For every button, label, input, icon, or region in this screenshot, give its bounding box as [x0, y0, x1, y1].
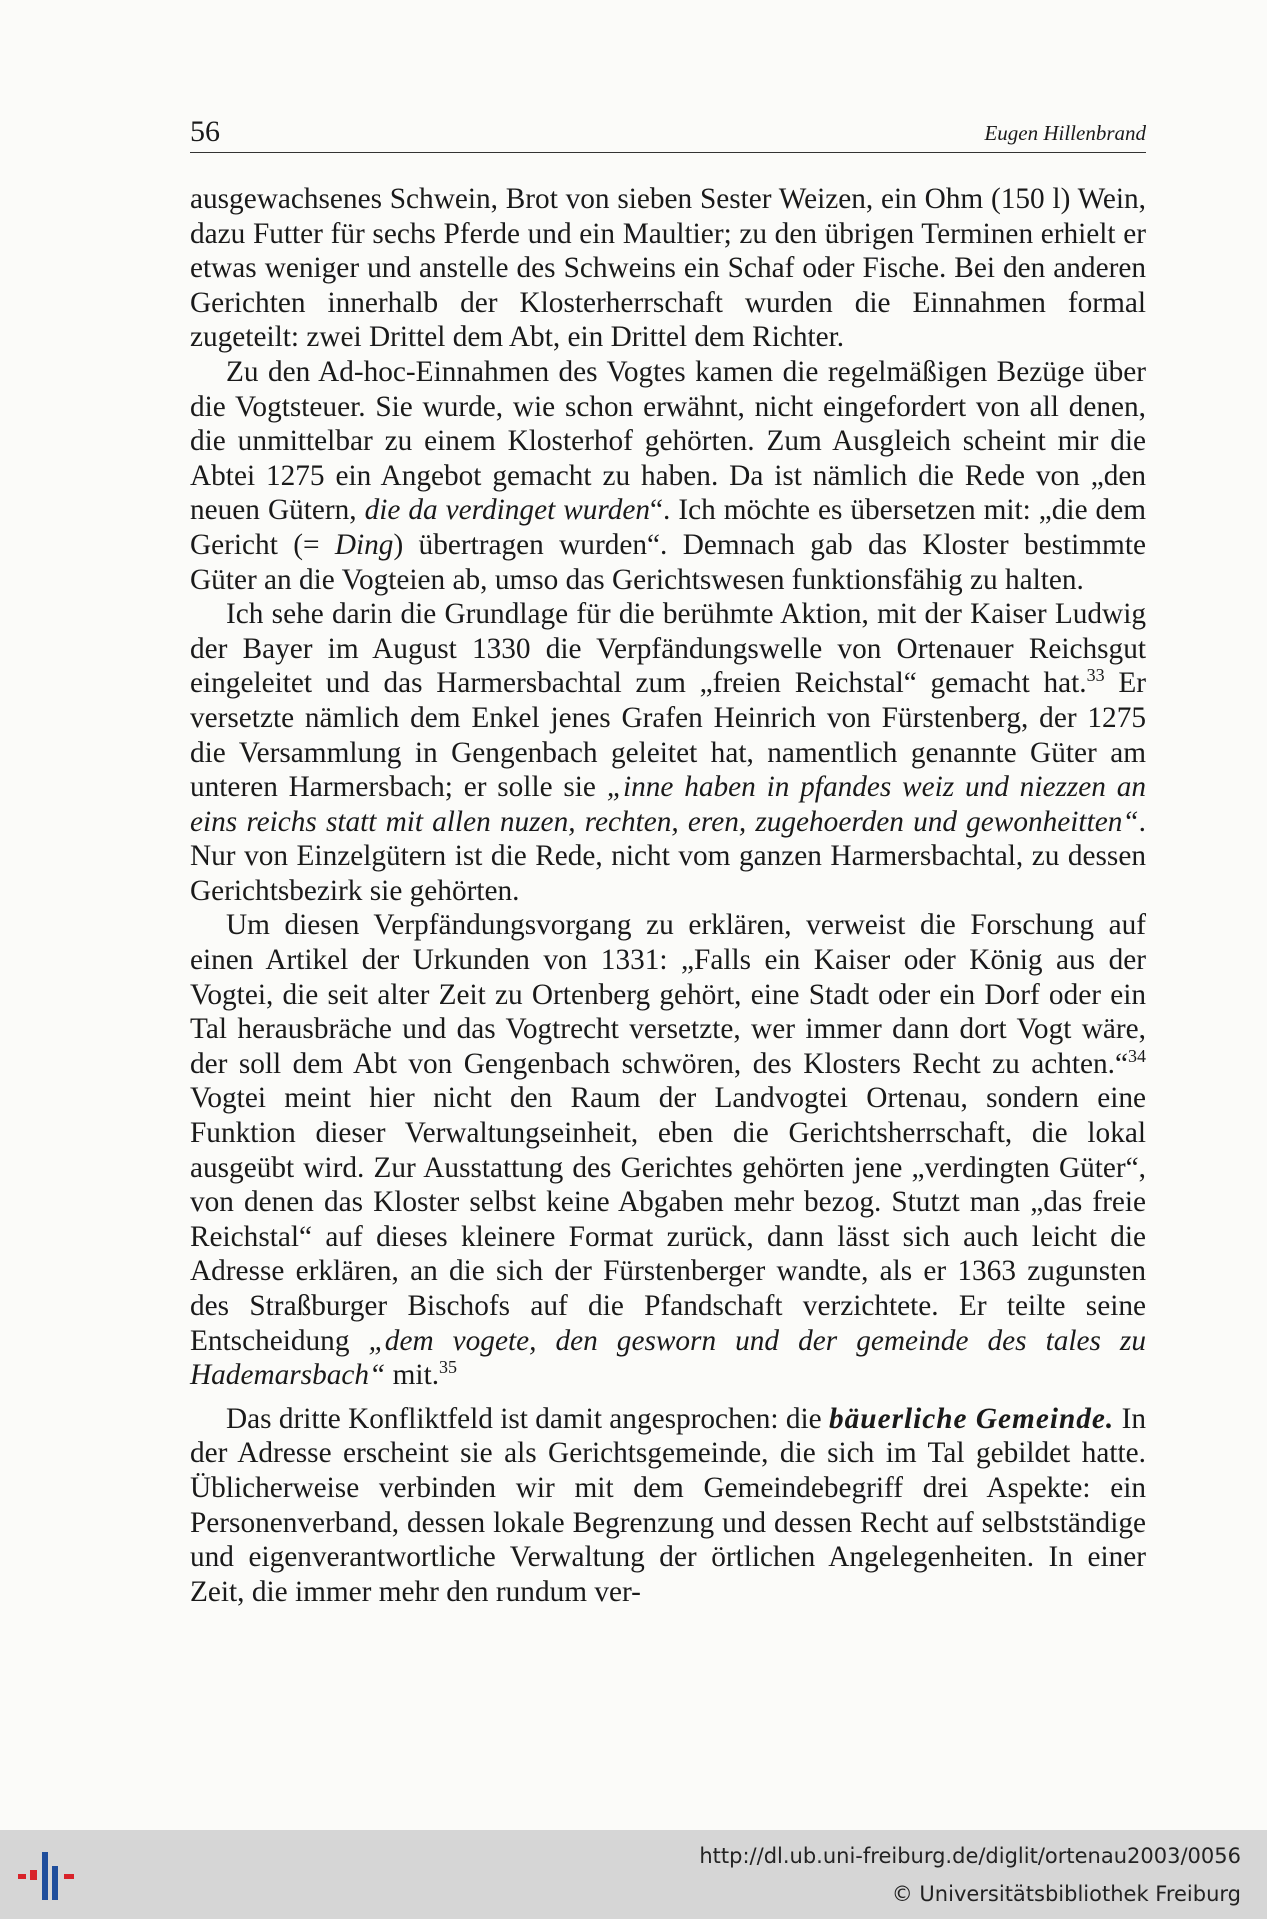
paragraph-text: mit. — [385, 1359, 440, 1392]
footnote-marker: 33 — [1086, 665, 1105, 686]
paragraph-text: Zu den Ad-hoc-Einnahmen des Vogtes kamen die regelmäßigen Bezüge über die Vogtsteuer. Sie wurde, wie schon erwähnt, nicht eingefordert von all denen, die unmittelbar zu einem Klosterhof gehörten. Zum Ausgleich scheint mir die Abtei 1275 ein Angebot gemacht zu haben. Da ist nämlich die Rede von „den neuen Gütern, — [190, 355, 1146, 527]
paragraph — [190, 1402, 1146, 1610]
paragraph-text: Er versetzte nämlich dem Enkel jenes Grafen Heinrich von Fürstenberg, der 1275 die Versammlung in Gengenbach geleitet hat, namentlich genannte Güter am unteren Harmersbach; er solle sie — [190, 667, 1146, 804]
running-head-author: Eugen Hillenbrand — [984, 121, 1146, 145]
viewer-footer — [0, 1830, 1267, 1919]
paragraph-text: ausgewachsenes Schwein, Brot von sieben Sester Weizen, ein Ohm (150 l) Wein, dazu Futter für sechs Pferde und ein Maultier; zu den übrigen Terminen erhielt er etwas weniger und anstelle des Schweins ein Schaf oder Fische. Bei den anderen Gerichten innerhalb der Klosterherrschaft wurden die Einnahmen formal zugeteilt: zwei Drittel dem Abt, ein Drittel dem Richter. — [190, 183, 1146, 354]
emphasis-term: bäuerliche Gemeinde. — [828, 1402, 1115, 1435]
paragraph — [190, 182, 1146, 355]
paragraph — [190, 597, 1146, 908]
paragraph-text: “. Ich möchte es übersetzen mit: „die dem Gericht (= — [190, 494, 1146, 561]
footnote-marker: 34 — [1128, 1046, 1146, 1067]
paragraph-text: . Nur von Einzelgütern ist die Rede, nicht vom ganzen Harmersbachtal, zu dessen Gerichtsbezirk sie gehörten. — [190, 805, 1146, 907]
paragraph-text: Ich sehe darin die Grundlage für die berühmte Aktion, mit der Kaiser Ludwig der Bayer im August 1330 die Verpfändungswelle von Ortenauer Reichsgut eingeleitet und das Harmersbachtal zum „freien Reichstal“ gemacht hat. — [190, 598, 1146, 700]
page-header — [190, 112, 1146, 153]
paragraph — [190, 908, 1146, 1392]
footnote-marker: 35 — [439, 1357, 458, 1378]
copyright-notice: © Universitätsbibliothek Freiburg — [891, 1882, 1241, 1906]
paragraph-text: Um diesen Verpfändungsvorgang zu erklären, verweist die Forschung auf einen Artikel der Urkunden von 1331: „Falls ein Kaiser oder König aus der Vogtei, die seit alter Zeit zu Ortenberg gehört, eine Stadt oder ein Dorf oder ein Tal herausbräche und das Vogtrecht versetzte, wer immer dann dort Vogt wäre, der soll dem Abt von Gengenbach schwören, des Klosters Recht zu achten.“ — [190, 909, 1146, 1080]
ub-freiburg-logo-icon — [18, 1852, 80, 1902]
quote-italic: die da verdinget wurden — [364, 494, 651, 527]
quote-italic: „dem vogete, den gesworn und der gemeinde des tales zu Hademarsbach“ — [190, 1324, 1146, 1392]
permalink-url[interactable]: http://dl.ub.uni-freiburg.de/diglit/ortenau2003/0056 — [699, 1844, 1241, 1868]
page-number: 56 — [190, 115, 220, 148]
paragraph-text: Das dritte Konfliktfeld ist damit angesprochen: die — [226, 1402, 829, 1435]
paragraph-text: Vogtei meint hier nicht den Raum der Landvogtei Ortenau, sondern eine Funktion dieser Verwaltungseinheit, eben die Gerichtsherrschaft, die lokal ausgeübt wird. Zur Ausstattung des Gerichtes gehörten jene „verdingten Güter“, von denen das Kloster selbst keine Abgaben mehr bezog. Stutzt man „das freie Reichstal“ auf dieses kleinere Format zurück, dann lässt sich auch leicht die Adresse erklären, an die sich der Fürstenberger wandte, als er 1363 zugunsten des Straßburger Bischofs auf die Pfandschaft verzichtete. Er teilte seine Entscheidung — [190, 1082, 1146, 1357]
quote-italic: „inne haben in pfandes weiz und niezzen an eins reichs statt mit allen nuzen, rechten, eren, zugehoerden und gewonheitten“ — [190, 771, 1146, 838]
body-text — [190, 182, 1146, 1609]
quote-italic: Ding — [334, 528, 394, 561]
paragraph-text: ) übertragen wurden“. Demnach gab das Kloster bestimmte Güter an die Vogteien ab, umso das Gerichtswesen funktionsfähig zu halten. — [190, 528, 1146, 596]
paragraph-text: In der Adresse erscheint sie als Gerichtsgemeinde, die sich im Tal gebildet hatte. Üblicherweise verbinden wir mit dem Gemeindebegriff drei Aspekte: ein Personenverband, dessen lokale Begrenzung und dessen Recht auf selbstständige und eigenverantwortliche Verwaltung der örtlichen Angelegenheiten. In einer Zeit, die immer mehr den rundum ver- — [190, 1402, 1147, 1608]
paragraph — [190, 355, 1146, 597]
